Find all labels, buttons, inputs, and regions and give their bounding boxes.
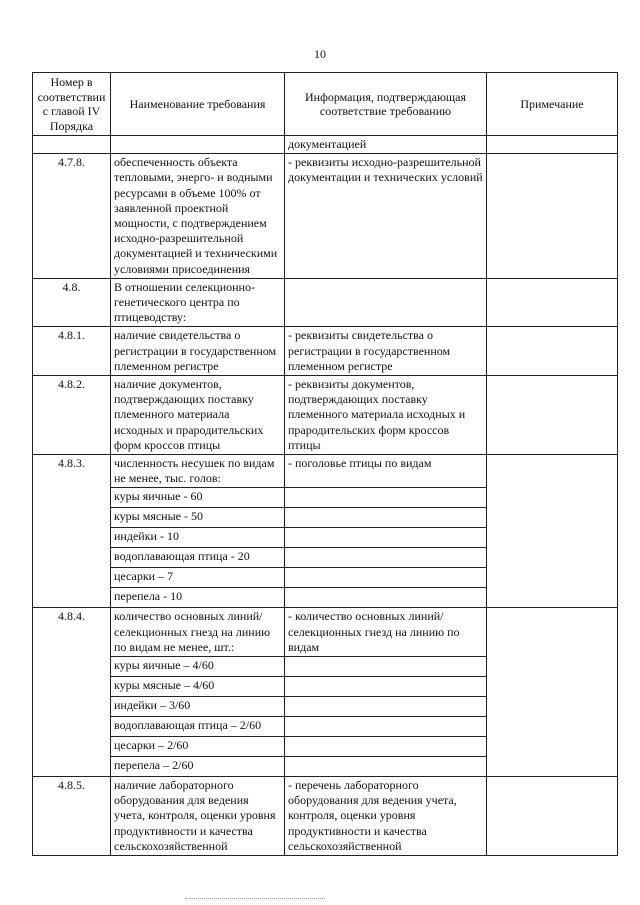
subitem-label: водоплавающая птица - 20 — [111, 548, 285, 568]
row-requirement: обеспеченность объекта тепловыми, энерго- и водными ресурсами в объеме 100% от заявленной проектной мощности, с подтверждением исходно-разрешительной документацией и техническими условиями присоединения — [111, 154, 285, 279]
row-number: 4.8.3. — [33, 455, 111, 608]
row-requirement: наличие документов, подтверждающих поставку племенного материала исходных и прародительских форм кроссов птицы — [111, 376, 285, 455]
table-row — [33, 136, 618, 154]
subitem-info — [285, 508, 487, 528]
table-row — [33, 154, 618, 279]
table-row — [33, 327, 618, 376]
row-info: - реквизиты свидетельства о регистрации в государственном племенном регистре — [285, 327, 487, 376]
subitem-info — [285, 737, 487, 757]
row-requirement — [111, 136, 285, 154]
row-info: - реквизиты документов, подтверждающих поставку племенного материала исходных и прародительских форм кроссов птицы — [285, 376, 487, 455]
row-info — [285, 278, 487, 327]
subitem-label: куры мясные - 50 — [111, 508, 285, 528]
subitem-label: цесарки – 2/60 — [111, 737, 285, 757]
row-requirement: численность несушек по видам не менее, тыс. голов: — [111, 455, 285, 488]
row-note — [487, 455, 618, 608]
row-number — [33, 136, 111, 154]
section-heading: В отношении селекционно-генетического центра по птицеводству: — [111, 278, 285, 327]
row-requirement: наличие свидетельства о регистрации в государственном племенном регистре — [111, 327, 285, 376]
subitem-label: куры яичные - 60 — [111, 488, 285, 508]
row-note — [487, 278, 618, 327]
scan-artifact-line — [185, 898, 325, 902]
subitem-info — [285, 677, 487, 697]
subitem-info — [285, 717, 487, 737]
row-number: 4.8.2. — [33, 376, 111, 455]
subitem-info — [285, 657, 487, 677]
subitem-info — [285, 757, 487, 777]
table-header-row — [33, 73, 618, 136]
row-info: - реквизиты исходно-разрешительной документации и технических условий — [285, 154, 487, 279]
table-row — [33, 455, 618, 488]
page-number: 10 — [314, 47, 326, 61]
row-note — [487, 376, 618, 455]
row-info: - поголовье птицы по видам — [285, 455, 487, 488]
subitem-label: цесарки – 7 — [111, 568, 285, 588]
row-note — [487, 777, 618, 856]
header-requirement-name: Наименование требования — [111, 73, 285, 136]
subitem-info — [285, 697, 487, 717]
subitem-label: куры яичные – 4/60 — [111, 657, 285, 677]
subitem-label: водоплавающая птица – 2/60 — [111, 717, 285, 737]
row-number: 4.8.4. — [33, 608, 111, 777]
row-number: 4.7.8. — [33, 154, 111, 279]
subitem-info — [285, 588, 487, 608]
subitem-label: перепела – 2/60 — [111, 757, 285, 777]
row-note — [487, 608, 618, 777]
row-note — [487, 136, 618, 154]
subitem-label: перепела - 10 — [111, 588, 285, 608]
row-number: 4.8.1. — [33, 327, 111, 376]
header-confirming-info: Информация, подтверждающая соответствие требованию — [285, 73, 487, 136]
table-row — [33, 278, 618, 327]
subitem-info — [285, 568, 487, 588]
subitem-label: индейки – 3/60 — [111, 697, 285, 717]
subitem-info — [285, 528, 487, 548]
row-info: документацией — [285, 136, 487, 154]
row-requirement: количество основных линий/селекционных гнезд на линию по видам не менее, шт.: — [111, 608, 285, 657]
subitem-label: куры мясные – 4/60 — [111, 677, 285, 697]
table-row — [33, 376, 618, 455]
requirements-table — [32, 72, 618, 856]
subitem-label: индейки - 10 — [111, 528, 285, 548]
row-info: - количество основных линий/селекционных гнезд на линию по видам — [285, 608, 487, 657]
row-info: - перечень лабораторного оборудования для ведения учета, контроля, оценки уровня продуктивности и качества сельскохозяйственной — [285, 777, 487, 856]
row-note — [487, 154, 618, 279]
subitem-info — [285, 488, 487, 508]
header-note: Примечание — [487, 73, 618, 136]
row-number: 4.8. — [33, 278, 111, 327]
row-note — [487, 327, 618, 376]
header-number: Номер в соответствии с главой IV Порядка — [33, 73, 111, 136]
row-number: 4.8.5. — [33, 777, 111, 856]
table-row — [33, 608, 618, 657]
row-requirement: наличие лабораторного оборудования для ведения учета, контроля, оценки уровня продуктивности и качества сельскохозяйственной — [111, 777, 285, 856]
subitem-info — [285, 548, 487, 568]
table-row — [33, 777, 618, 856]
